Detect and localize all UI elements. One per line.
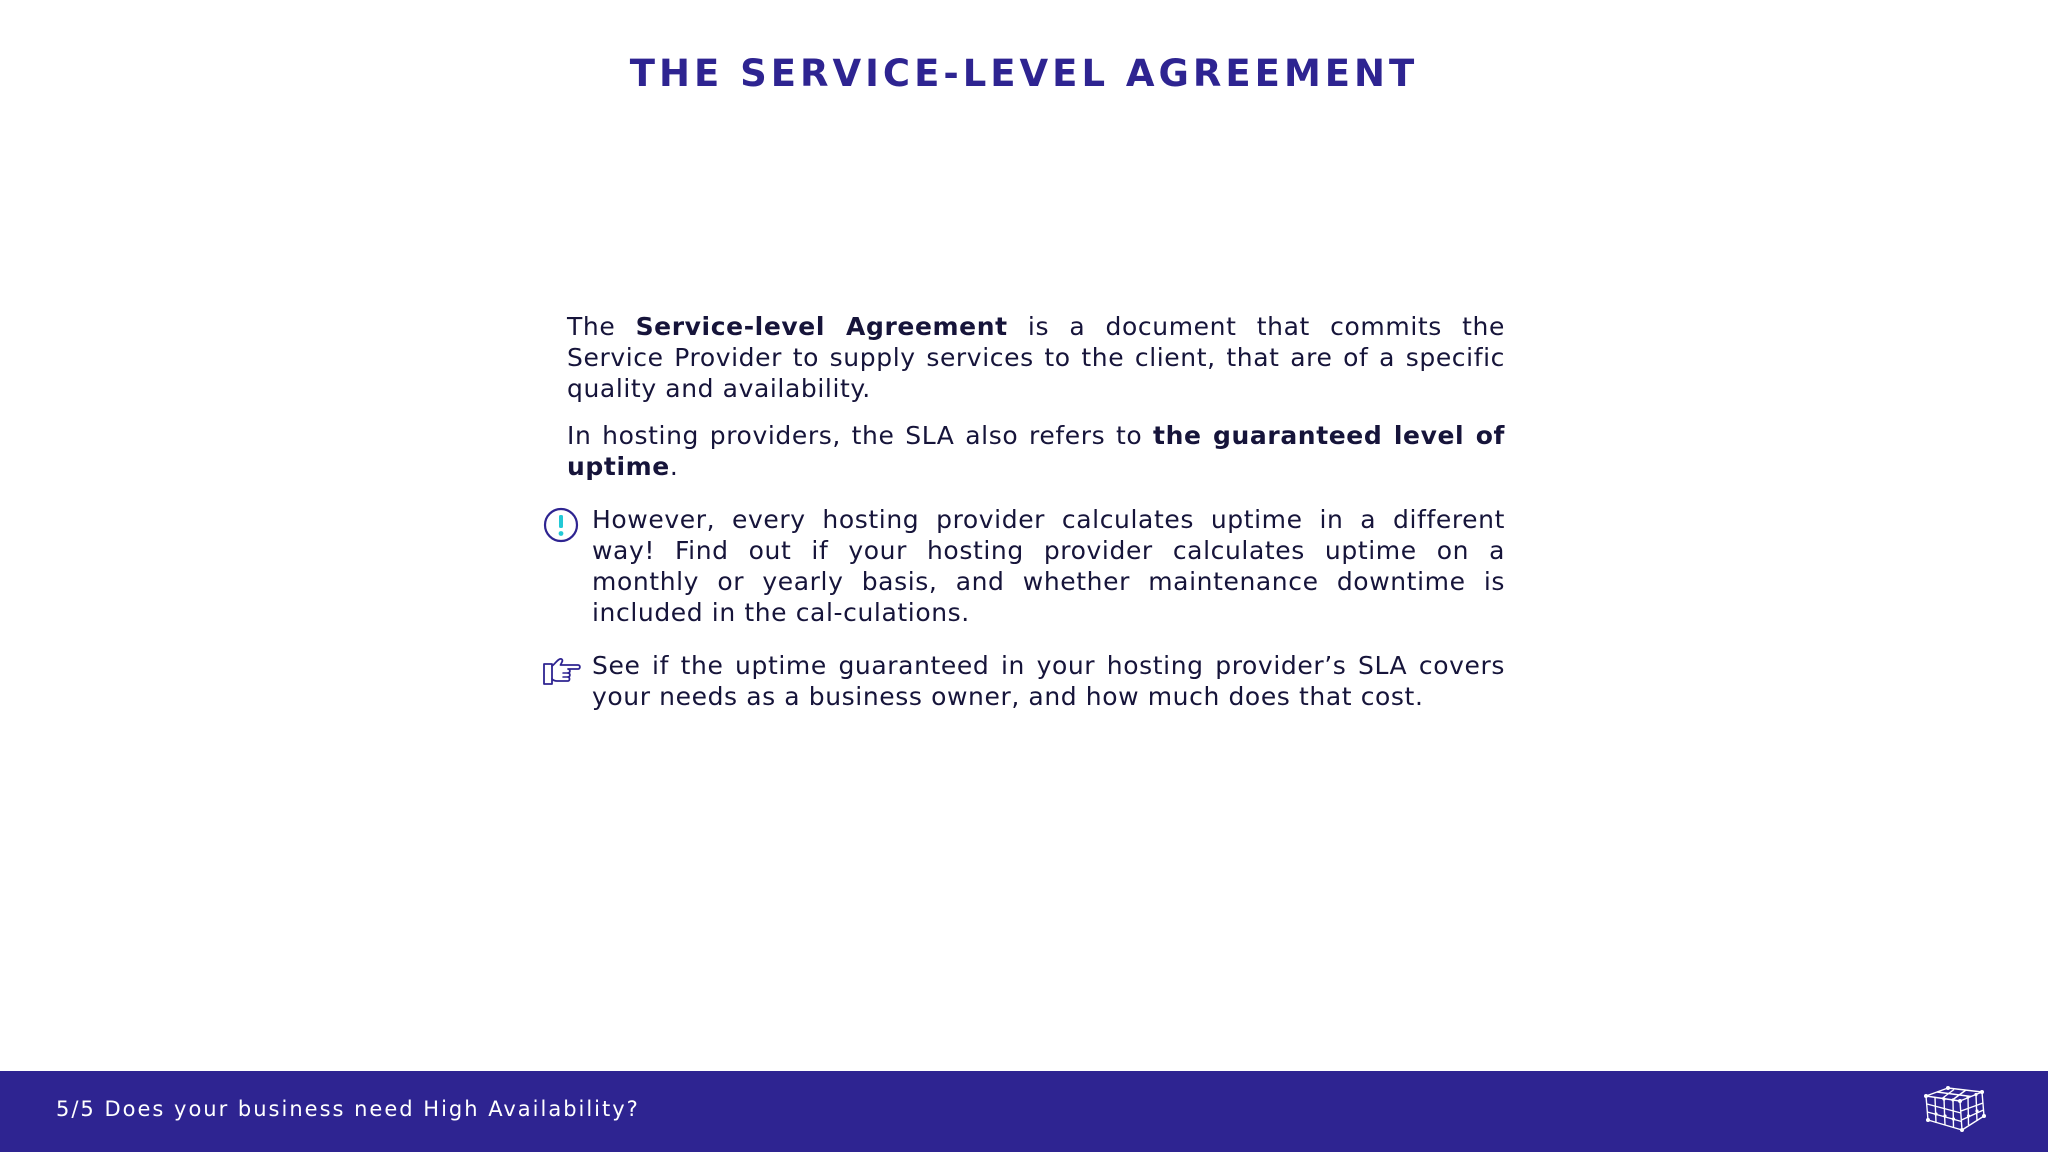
network-cube-logo-icon bbox=[1922, 1084, 1988, 1138]
warning-note-text: However, every hosting provider calculates uptime in a different way! Find out if your hosting provider calculates uptime on a monthly or yearly basis, and whether maintenance downtime is included in the cal-culations. bbox=[592, 505, 1505, 627]
tip-note-text: See if the uptime guaranteed in your hosting provider’s SLA covers your needs as a business owner, and how much does that cost. bbox=[592, 651, 1505, 711]
para1-text-end: is a document that commits the Service Provider to supply services to the client, that are of a specific quality and availability. bbox=[567, 312, 1505, 403]
pointing-hand-icon bbox=[541, 650, 583, 692]
page-title: THE SERVICE-LEVEL AGREEMENT bbox=[629, 52, 1419, 95]
sla-uptime-paragraph bbox=[567, 420, 1505, 482]
para2-bold-term: the guaranteed level of uptime bbox=[567, 421, 1505, 481]
exclamation-circle-icon bbox=[541, 504, 583, 546]
para1-bold-term: Service-level Agreement bbox=[635, 312, 1008, 341]
footer-bar bbox=[0, 1071, 2048, 1152]
sla-definition-paragraph bbox=[567, 311, 1505, 404]
footer-text: 5/5 Does your business need High Availability? bbox=[56, 1097, 640, 1121]
content-body bbox=[567, 311, 1505, 734]
para1-text-start: The bbox=[567, 312, 636, 341]
para2-text-start: In hosting providers, the SLA also refers to bbox=[567, 421, 1154, 450]
tip-note bbox=[567, 650, 1505, 712]
para2-text-end: . bbox=[669, 452, 679, 481]
warning-note bbox=[567, 504, 1505, 628]
